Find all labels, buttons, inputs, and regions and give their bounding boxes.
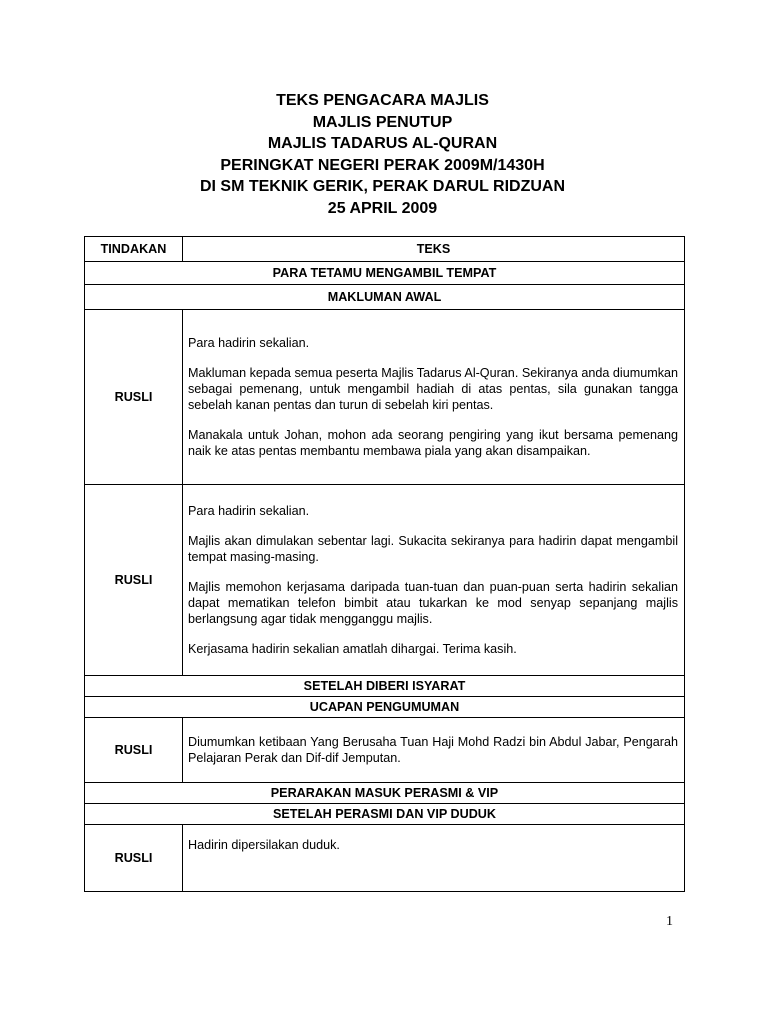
- document-title: [80, 90, 685, 219]
- header-text: TEKS: [183, 237, 685, 262]
- section-band: [85, 697, 685, 718]
- actor-cell: RUSLI: [85, 825, 183, 892]
- title-line: DI SM TEKNIK GERIK, PERAK DARUL RIDZUAN: [199, 178, 566, 195]
- text-cell: [183, 718, 685, 783]
- table-row: [85, 310, 685, 485]
- actor-cell: RUSLI: [85, 718, 183, 783]
- section-band: [85, 676, 685, 697]
- title-line: 25 APRIL 2009: [327, 199, 438, 217]
- section-band: [85, 804, 685, 825]
- actor-cell: RUSLI: [85, 310, 183, 485]
- paragraph: Majlis memohon kerjasama daripada tuan-tuan dan puan-puan serta hadirin sekalian dapat mematikan telefon bimbit atau tukarkan ke mod senyap sepanjang majlis berlangsung agar tidak mengganggu majlis.: [188, 580, 678, 626]
- title-line: MAJLIS TADARUS AL-QURAN: [267, 135, 498, 152]
- paragraph: Diumumkan ketibaan Yang Berusaha Tuan Haji Mohd Radzi bin Abdul Jabar, Pengarah Pelajaran Perak dan Dif-dif Jemputan.: [188, 735, 678, 765]
- section-band: [85, 262, 685, 285]
- band-label: UCAPAN PENGUMUMAN: [85, 697, 685, 718]
- table-row: [85, 825, 685, 892]
- paragraph: Majlis akan dimulakan sebentar lagi. Sukacita sekiranya para hadirin dapat mengambil tempat masing-masing.: [188, 534, 678, 564]
- title-line: MAJLIS PENUTUP: [312, 113, 453, 131]
- actor-cell: RUSLI: [85, 485, 183, 676]
- paragraph: Kerjasama hadirin sekalian amatlah dihargai. Terima kasih.: [188, 642, 517, 656]
- script-table: [84, 236, 685, 892]
- title-line: TEKS PENGACARA MAJLIS: [276, 92, 489, 109]
- band-label: MAKLUMAN AWAL: [85, 285, 685, 310]
- text-cell: [183, 825, 685, 892]
- paragraph: Makluman kepada semua peserta Majlis Tadarus Al-Quran. Sekiranya anda diumumkan sebagai pemenang, untuk mengambil hadiah di atas pentas, sila gunakan tangga sebelah kanan pentas dan turun di sebelah kiri pentas.: [188, 366, 678, 412]
- band-label: SETELAH PERASMI DAN VIP DUDUK: [85, 804, 685, 825]
- band-label: SETELAH DIBERI ISYARAT: [85, 676, 685, 697]
- table-row: [85, 485, 685, 676]
- header-action: TINDAKAN: [85, 237, 183, 262]
- paragraph: Manakala untuk Johan, mohon ada seorang pengiring yang ikut bersama pemenang naik ke atas pentas membantu membawa piala yang akan disampaikan.: [188, 428, 678, 458]
- paragraph: Para hadirin sekalian.: [188, 504, 310, 518]
- band-label: PERARAKAN MASUK PERASMI & VIP: [85, 783, 685, 804]
- section-band: [85, 783, 685, 804]
- text-cell: [183, 310, 685, 485]
- table-header-row: [85, 237, 685, 262]
- paragraph: Para hadirin sekalian.: [188, 336, 310, 350]
- table-row: [85, 718, 685, 783]
- text-cell: [183, 485, 685, 676]
- paragraph: Hadirin dipersilakan duduk.: [188, 838, 340, 852]
- band-label: PARA TETAMU MENGAMBIL TEMPAT: [85, 262, 685, 285]
- title-line: PERINGKAT NEGERI PERAK 2009M/1430H: [220, 156, 545, 174]
- section-band: [85, 285, 685, 310]
- page-number: 1: [666, 914, 673, 929]
